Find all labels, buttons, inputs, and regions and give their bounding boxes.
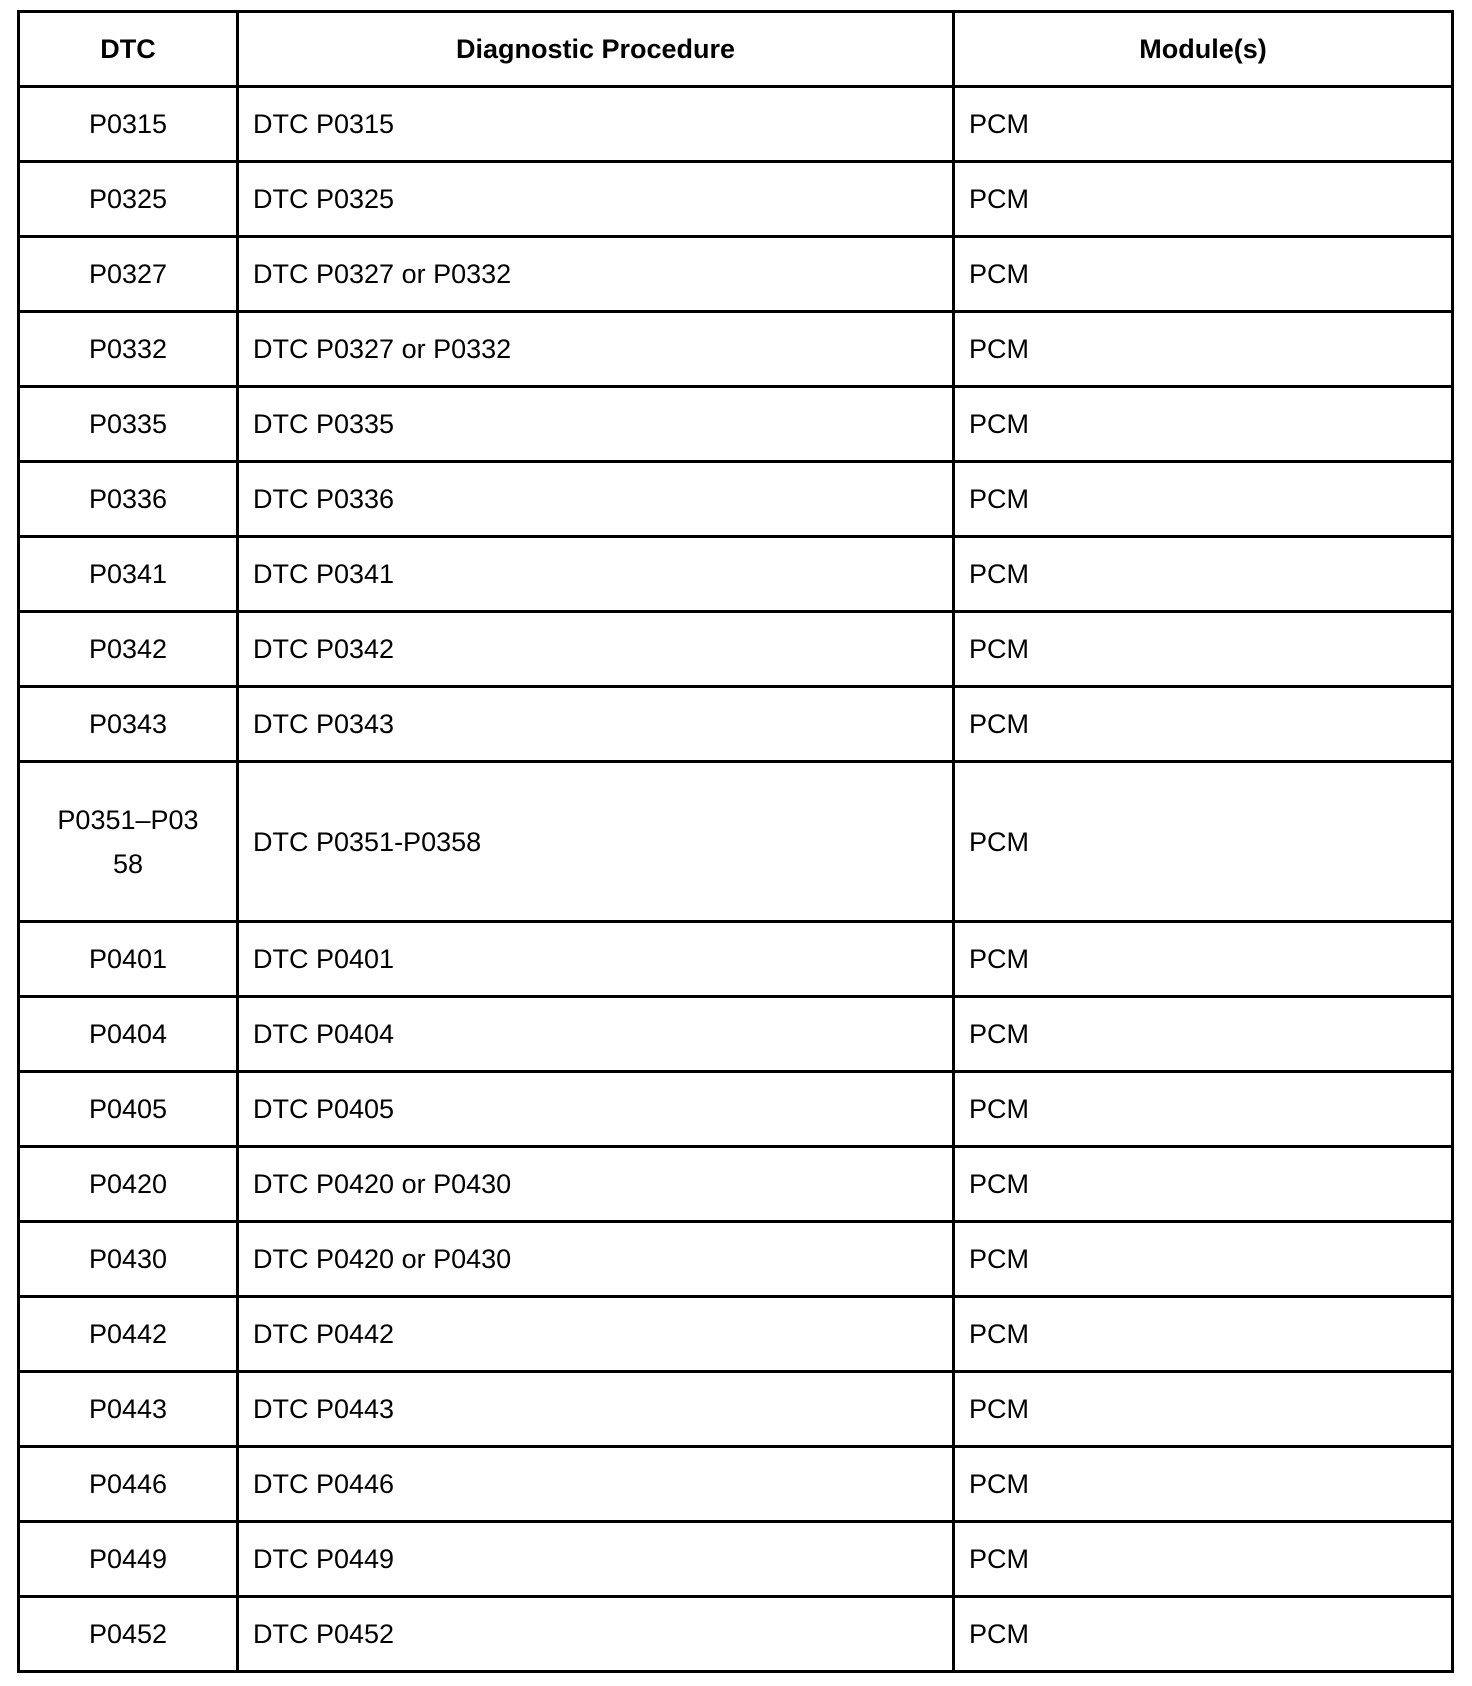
dtc-code: P0405 — [88, 1094, 168, 1124]
dtc-code: P0336 — [88, 484, 168, 514]
dtc-code-cell — [19, 312, 238, 387]
dtc-code: P0404 — [88, 1019, 168, 1049]
module-cell: PCM — [954, 1447, 1453, 1522]
dtc-code-cell — [19, 1222, 238, 1297]
dtc-code-cell — [19, 1297, 238, 1372]
module-cell: PCM — [954, 922, 1453, 997]
diagnostic-procedure-cell: DTC P0343 — [238, 687, 954, 762]
table-row — [19, 537, 1453, 612]
module-cell: PCM — [954, 1597, 1453, 1672]
table-row — [19, 1372, 1453, 1447]
table-row — [19, 1447, 1453, 1522]
dtc-code: P0420 — [88, 1169, 168, 1199]
table-row — [19, 1147, 1453, 1222]
module-cell: PCM — [954, 537, 1453, 612]
diagnostic-procedure-cell: DTC P0420 or P0430 — [238, 1222, 954, 1297]
dtc-code-cell — [19, 1147, 238, 1222]
dtc-code: P0442 — [88, 1319, 168, 1349]
dtc-code-cell — [19, 1522, 238, 1597]
module-cell: PCM — [954, 687, 1453, 762]
diagnostic-procedure-cell: DTC P0401 — [238, 922, 954, 997]
diagnostic-procedure-cell: DTC P0452 — [238, 1597, 954, 1672]
dtc-code: P0343 — [88, 709, 168, 739]
table-header — [19, 12, 1453, 87]
diagnostic-procedure-cell: DTC P0351-P0358 — [238, 762, 954, 922]
table-row — [19, 237, 1453, 312]
dtc-code: P0446 — [88, 1469, 168, 1499]
module-cell: PCM — [954, 1147, 1453, 1222]
dtc-code-cell — [19, 1597, 238, 1672]
table-row — [19, 922, 1453, 997]
dtc-code: P0315 — [88, 109, 168, 139]
table-row — [19, 87, 1453, 162]
dtc-code: P0443 — [88, 1394, 168, 1424]
dtc-code-cell — [19, 687, 238, 762]
dtc-code-cell — [19, 1447, 238, 1522]
diagnostic-procedure-cell: DTC P0446 — [238, 1447, 954, 1522]
diagnostic-procedure-cell: DTC P0327 or P0332 — [238, 237, 954, 312]
dtc-code-cell — [19, 612, 238, 687]
header-row — [19, 12, 1453, 87]
module-cell: PCM — [954, 1222, 1453, 1297]
dtc-code: P0327 — [88, 259, 168, 289]
diagnostic-procedure-cell: DTC P0336 — [238, 462, 954, 537]
table-row — [19, 1222, 1453, 1297]
module-cell: PCM — [954, 87, 1453, 162]
diagnostic-procedure-cell: DTC P0325 — [238, 162, 954, 237]
dtc-code: P0332 — [88, 334, 168, 364]
dtc-code: P0341 — [88, 559, 168, 589]
dtc-code: P0430 — [88, 1244, 168, 1274]
dtc-code-cell — [19, 1072, 238, 1147]
module-cell: PCM — [954, 162, 1453, 237]
dtc-table — [17, 10, 1454, 1673]
module-cell: PCM — [954, 1072, 1453, 1147]
table-row — [19, 312, 1453, 387]
dtc-code-cell — [19, 162, 238, 237]
module-cell: PCM — [954, 1522, 1453, 1597]
module-cell: PCM — [954, 612, 1453, 687]
table-body — [19, 87, 1453, 1672]
dtc-code-cell — [19, 462, 238, 537]
dtc-code: P0452 — [88, 1619, 168, 1649]
diagnostic-procedure-cell: DTC P0315 — [238, 87, 954, 162]
diagnostic-procedure-cell: DTC P0327 or P0332 — [238, 312, 954, 387]
dtc-code-cell — [19, 537, 238, 612]
module-cell: PCM — [954, 462, 1453, 537]
dtc-code-cell — [19, 87, 238, 162]
module-cell: PCM — [954, 1297, 1453, 1372]
table-row — [19, 462, 1453, 537]
table-row — [19, 687, 1453, 762]
dtc-code: P0351–P0358 — [57, 804, 199, 879]
diagnostic-procedure-cell: DTC P0449 — [238, 1522, 954, 1597]
dtc-code-cell — [19, 1372, 238, 1447]
dtc-code: P0401 — [88, 944, 168, 974]
dtc-code: P0325 — [88, 184, 168, 214]
diagnostic-procedure-cell: DTC P0442 — [238, 1297, 954, 1372]
diagnostic-procedure-cell: DTC P0405 — [238, 1072, 954, 1147]
header-dtc: DTC — [19, 12, 238, 87]
module-cell: PCM — [954, 387, 1453, 462]
diagnostic-procedure-cell: DTC P0443 — [238, 1372, 954, 1447]
table-row — [19, 387, 1453, 462]
table-row — [19, 1597, 1453, 1672]
table-row — [19, 1522, 1453, 1597]
module-cell: PCM — [954, 762, 1453, 922]
table-row — [19, 162, 1453, 237]
dtc-code: P0342 — [88, 634, 168, 664]
header-diagnostic-procedure: Diagnostic Procedure — [238, 12, 954, 87]
table-row — [19, 612, 1453, 687]
diagnostic-procedure-cell: DTC P0404 — [238, 997, 954, 1072]
dtc-code: P0449 — [88, 1544, 168, 1574]
header-modules: Module(s) — [954, 12, 1453, 87]
module-cell: PCM — [954, 1372, 1453, 1447]
diagnostic-procedure-cell: DTC P0342 — [238, 612, 954, 687]
dtc-code-cell — [19, 997, 238, 1072]
module-cell: PCM — [954, 312, 1453, 387]
diagnostic-procedure-cell: DTC P0335 — [238, 387, 954, 462]
table-row — [19, 762, 1453, 922]
diagnostic-procedure-cell: DTC P0420 or P0430 — [238, 1147, 954, 1222]
module-cell: PCM — [954, 237, 1453, 312]
table-row — [19, 997, 1453, 1072]
table-row — [19, 1072, 1453, 1147]
table-row — [19, 1297, 1453, 1372]
dtc-code-cell — [19, 237, 238, 312]
dtc-code-cell — [19, 762, 238, 922]
dtc-code-cell — [19, 387, 238, 462]
diagnostic-procedure-cell: DTC P0341 — [238, 537, 954, 612]
dtc-code: P0335 — [88, 409, 168, 439]
module-cell: PCM — [954, 997, 1453, 1072]
dtc-code-cell — [19, 922, 238, 997]
